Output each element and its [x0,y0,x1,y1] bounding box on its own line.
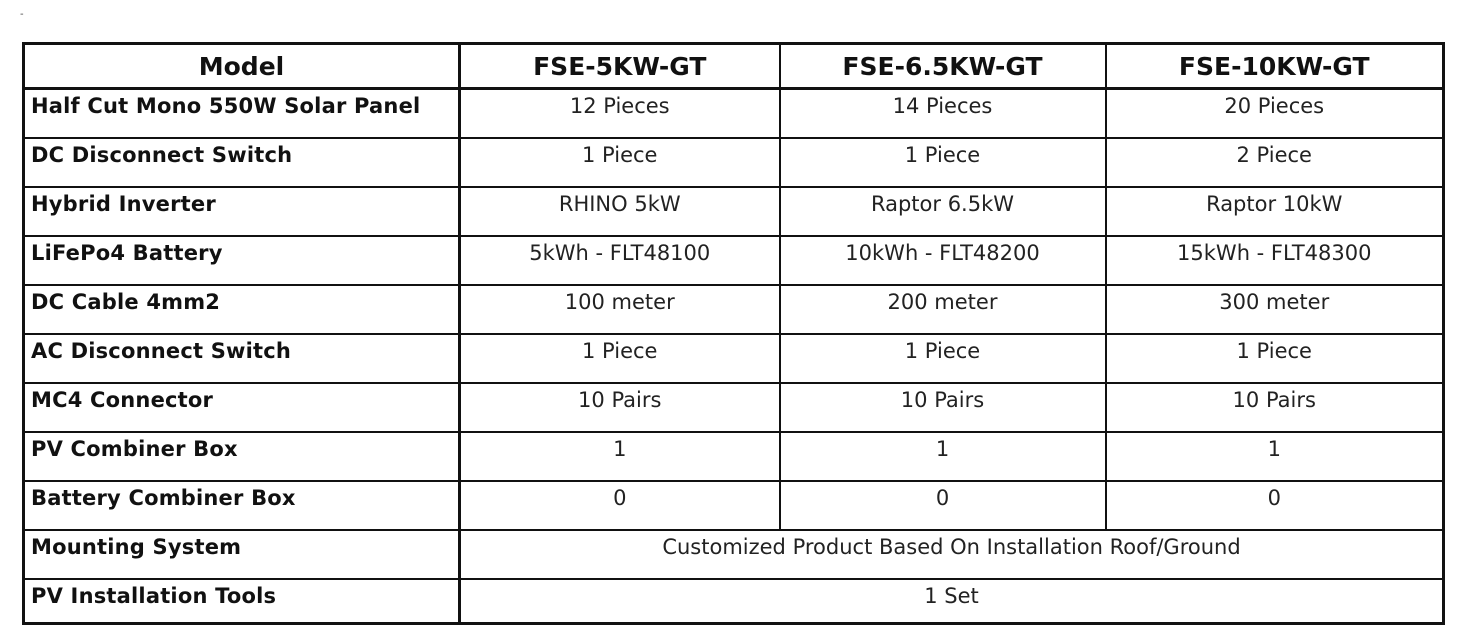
cell-value: 1 [1106,432,1444,481]
row-label: PV Combiner Box [24,432,460,481]
cell-value: 0 [460,481,780,530]
cell-value: Raptor 6.5kW [780,187,1106,236]
cell-value: 10 Pairs [1106,383,1444,432]
cell-value: 1 Piece [1106,334,1444,383]
header-fse-10kw-gt: FSE-10KW-GT [1106,44,1444,89]
cell-value: 10 Pairs [460,383,780,432]
header-model: Model [24,44,460,89]
cell-value: 20 Pieces [1106,89,1444,139]
merged-cell-value: 1 Set [460,579,1444,624]
cell-value: 15kWh - FLT48300 [1106,236,1444,285]
cell-value: 0 [1106,481,1444,530]
merged-cell-value: Customized Product Based On Installation Roof/Ground [460,530,1444,579]
cell-value: 100 meter [460,285,780,334]
cell-value: 1 Piece [780,334,1106,383]
cell-value: 2 Piece [1106,138,1444,187]
spec-table [22,42,1445,625]
row-label: LiFePo4 Battery [24,236,460,285]
corner-mark: - [20,9,24,20]
table-row [24,334,1444,383]
cell-value: 1 Piece [780,138,1106,187]
cell-value: 1 [460,432,780,481]
cell-value: RHINO 5kW [460,187,780,236]
cell-value: 1 [780,432,1106,481]
row-label: Hybrid Inverter [24,187,460,236]
table-row [24,187,1444,236]
table-row [24,432,1444,481]
table-row [24,579,1444,624]
cell-value: 10 Pairs [780,383,1106,432]
table-row [24,383,1444,432]
cell-value: 14 Pieces [780,89,1106,139]
table-row [24,285,1444,334]
cell-value: 300 meter [1106,285,1444,334]
row-label: MC4 Connector [24,383,460,432]
cell-value: 12 Pieces [460,89,780,139]
row-label: AC Disconnect Switch [24,334,460,383]
cell-value: 10kWh - FLT48200 [780,236,1106,285]
row-label: Battery Combiner Box [24,481,460,530]
row-label: DC Disconnect Switch [24,138,460,187]
cell-value: 200 meter [780,285,1106,334]
row-label: Mounting System [24,530,460,579]
cell-value: 0 [780,481,1106,530]
cell-value: 5kWh - FLT48100 [460,236,780,285]
row-label: DC Cable 4mm2 [24,285,460,334]
row-label: PV Installation Tools [24,579,460,624]
cell-value: 1 Piece [460,334,780,383]
cell-value: 1 Piece [460,138,780,187]
table-row [24,138,1444,187]
table-row [24,236,1444,285]
table-row [24,481,1444,530]
header-fse-6-5kw-gt: FSE-6.5KW-GT [780,44,1106,89]
row-label: Half Cut Mono 550W Solar Panel [24,89,460,139]
cell-value: Raptor 10kW [1106,187,1444,236]
table-row [24,89,1444,139]
table-header-row [24,44,1444,89]
header-fse-5kw-gt: FSE-5KW-GT [460,44,780,89]
table-row [24,530,1444,579]
